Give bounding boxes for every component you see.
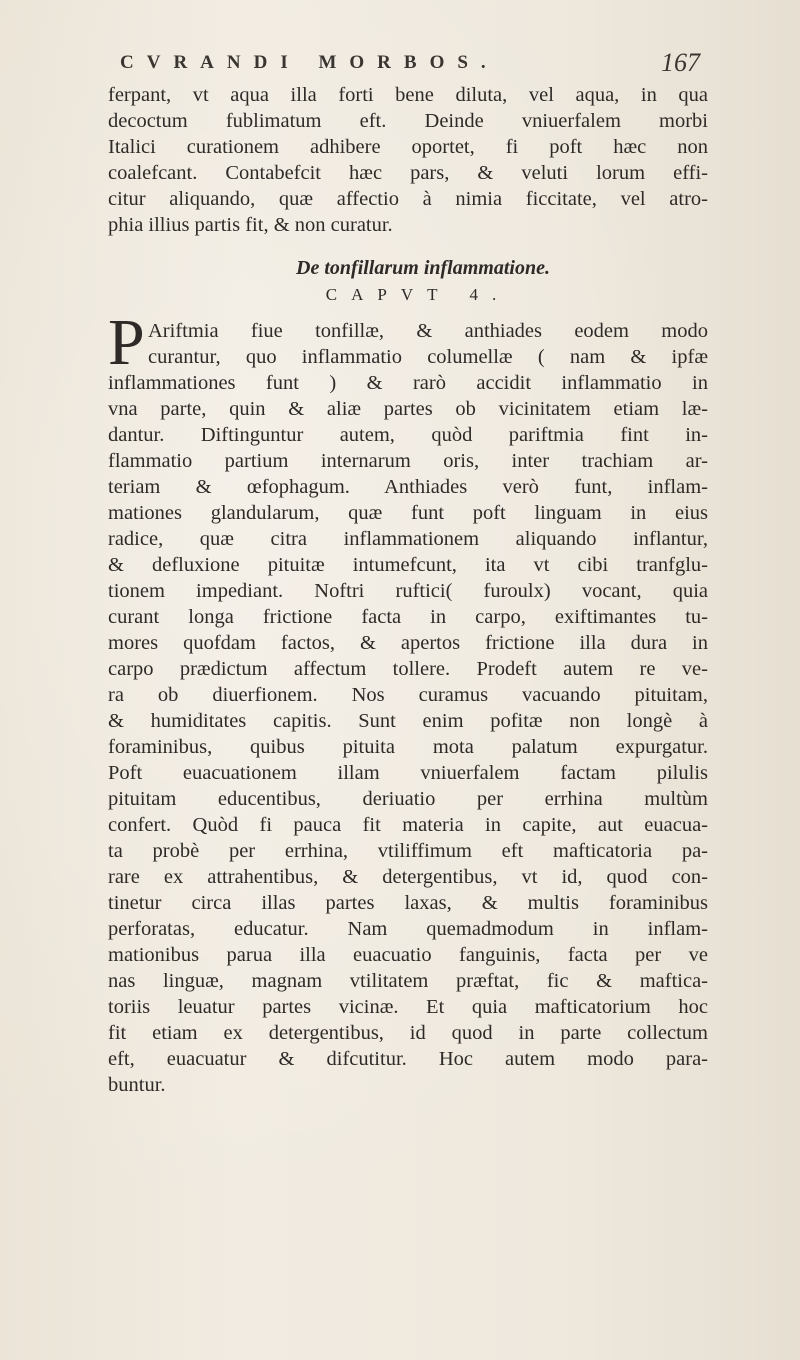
paragraph-lines [108, 318, 708, 1098]
text-line: inflammationes funt ) & rarò accidit inflammatio in [108, 372, 708, 394]
text-line: pituitam educentibus, deriuatio per errhina multùm [108, 788, 708, 810]
text-line: tinetur circa illas partes laxas, & multis foraminibus [108, 892, 708, 914]
text-line: curantur, quo inflammatio columellæ ( nam & ipfæ [148, 346, 708, 368]
text-line: Poft euacuationem illam vniuerfalem factam pilulis [108, 762, 708, 784]
text-line: mationibus parua illa euacuatio fanguinis, facta per ve [108, 944, 708, 966]
chapter-heading: CAPVT 4. [325, 285, 511, 304]
page-header [120, 48, 700, 82]
spacer [108, 238, 708, 254]
text-line: buntur. [108, 1074, 166, 1096]
text-line: coalefcant. Contabefcit hæc pars, & veluti lorum effi- [108, 162, 708, 184]
text-line: & humiditates capitis. Sunt enim pofitæ non longè à [108, 710, 708, 732]
body-text [108, 82, 708, 1098]
drop-cap: P [108, 306, 145, 379]
text-line: teriam & œfophagum. Anthiades verò funt, inflam- [108, 476, 708, 498]
text-line: mationes glandularum, quæ funt poft linguam in eius [108, 502, 708, 524]
text-line: curant longa frictione facta in carpo, exiftimantes tu- [108, 606, 708, 628]
text-line: & defluxione pituitæ intumefcunt, ita vt cibi tranfglu- [108, 554, 708, 576]
text-line: tionem impediant. Noftri ruftici( furoulx) vocant, quia [108, 580, 708, 602]
paragraph-previous-chapter [108, 82, 708, 238]
text-line: toriis leuatur partes vicinæ. Et quia mafticatorium hoc [108, 996, 708, 1018]
page-number: 167 [661, 48, 700, 77]
paragraph-tonsils [108, 306, 708, 1098]
text-line: ferpant, vt aqua illa forti bene diluta, vel aqua, in qua [108, 84, 708, 106]
text-line: radice, quæ citra inflammationem aliquando inflantur, [108, 528, 708, 550]
text-line: nas linguæ, magnam vtilitatem præftat, fic & maftica- [108, 970, 708, 992]
text-line: dantur. Diftinguntur autem, quòd pariftmia fint in- [108, 424, 708, 446]
text-line: Ariftmia fiue tonfillæ, & anthiades eodem modo [148, 320, 708, 342]
text-line: vna parte, quin & aliæ partes ob vicinitatem etiam læ- [108, 398, 708, 420]
text-line: Italici curationem adhibere oportet, fi poft hæc non [108, 136, 708, 158]
text-line: citur aliquando, quæ affectio à nimia ficcitate, vel atro- [108, 188, 708, 210]
text-line: decoctum fublimatum eft. Deinde vniuerfalem morbi [108, 110, 708, 132]
text-line: ta probè per errhina, vtiliffimum eft mafticatoria pa- [108, 840, 708, 862]
section-title: De tonfillarum inflammatione. [296, 257, 550, 279]
text-line: fit etiam ex detergentibus, id quod in parte collectum [108, 1022, 708, 1044]
text-line: mores quofdam factos, & apertos frictione illa dura in [108, 632, 708, 654]
text-line: ra ob diuerfionem. Nos curamus vacuando pituitam, [108, 684, 708, 706]
text-line: eft, euacuatur & difcutitur. Hoc autem modo para- [108, 1048, 708, 1070]
text-line: foraminibus, quibus pituita mota palatum expurgatur. [108, 736, 708, 758]
running-head: CVRANDI MORBOS. [120, 52, 499, 73]
text-line: phia illius partis fit, & non curatur. [108, 214, 393, 236]
text-line: rare ex attrahentibus, & detergentibus, vt id, quod con- [108, 866, 708, 888]
text-line: perforatas, educatur. Nam quemadmodum in inflam- [108, 918, 708, 940]
text-line: flammatio partium internarum oris, inter trachiam ar- [108, 450, 708, 472]
text-line: confert. Quòd fi pauca fit materia in capite, aut euacua- [108, 814, 708, 836]
text-line: carpo prædictum affectum tollere. Prodeft autem re ve- [108, 658, 708, 680]
